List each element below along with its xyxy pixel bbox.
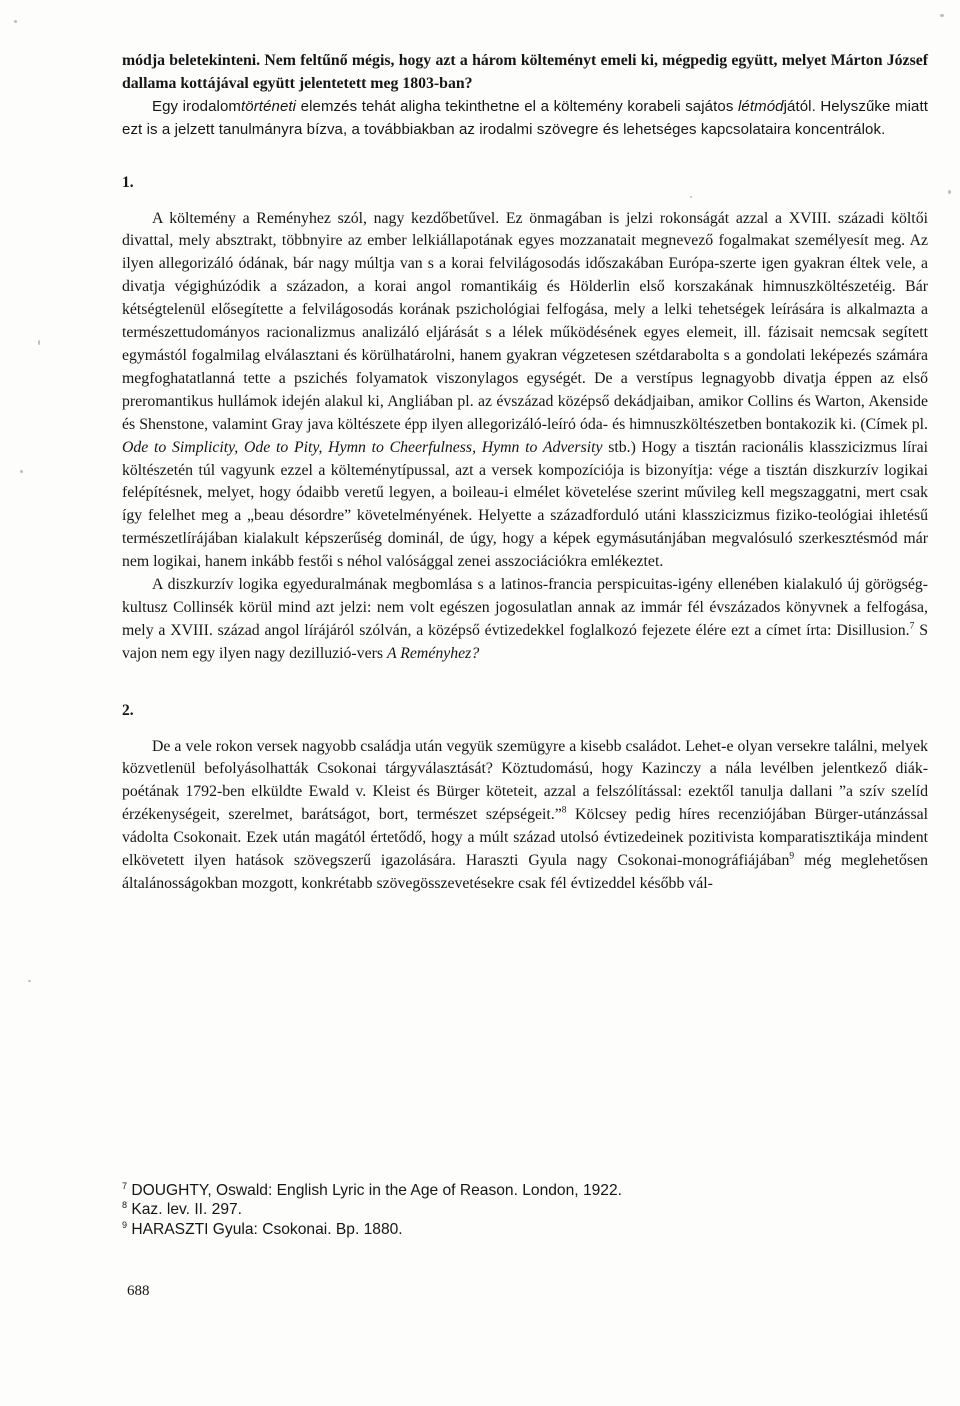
scan-speck bbox=[948, 190, 951, 194]
s2-p1-part-c: még meglehetősen általánosságokban mozgott, konkrétabb szövegösszevetésekre csak fél évtizeddel később vál- bbox=[122, 852, 929, 892]
footnote-ref-9: 9 bbox=[789, 851, 795, 862]
s2-p1-part-b: Kölcsey pedig híres recenziójában Bürger-utánzással vádolta Csokonait. Ezek után magától értetődő, hogy a múlt század utolsó évtizedeinek pozitivista komparatisztikája mindent elkövetett ilyen hatások szövegszerű igazolására. Haraszti Gyula nagy Csokonai-monográfiájában bbox=[122, 806, 928, 870]
scan-speck bbox=[20, 470, 23, 473]
s1-p2-main: A diszkurzív logika egyeduralmának megbomlása s a latinos-francia perspicuitas-igény ellenében kialakuló új görögség-kultusz Collinsék körül mind azt jelzi: nem volt egészen jogosulatlan annak az immár fél évszázados könyvnek a felfogása, mely a XVIII. század angol lírájáról szólván, a középső évtizedekkel foglalkozó fejezete élére ezt a címet írta: Disillusion. bbox=[122, 576, 928, 639]
s1-p1-end: stb.) Hogy a tisztán racionális klasszicizmus lírai költészetén túl vagyunk ezzel a költeménytípussal, azt a versek kompozíciója is bizonyítja: vége a tisztán diszkurzív logikai felépítésnek, melyet, hogy ódaibb veretű legyen, a boileau-i elmélet követelése szerint művileg kell megszaggatni, mert csak így felelhet meg a „beau désordre” követelményének. Helyette a századforduló utáni klasszicizmus fiziko-teológiai ihletésű természetlírájában kialakult képszerűség dominál, de úgy, hogy a képek egymásutánjában megvalósuló szerkesztésmód már nem logikai, hanem inkább festői s néhol valósággal zenei asszociációkra emlékeztet. bbox=[122, 438, 928, 571]
section-2-heading: 2. bbox=[122, 701, 134, 719]
footnote-number: 8 bbox=[122, 1200, 128, 1211]
section-2-paragraph-1 bbox=[122, 736, 928, 896]
body-text bbox=[122, 50, 928, 896]
scan-speck bbox=[940, 14, 944, 17]
s1-p1-main: A költemény a Reményhez szól, nagy kezdőbetűvel. Ez önmagában is jelzi rokonságát azzal a XVIII. századi költői divattal, mely absztrakt, többnyire az ember lelkiállapotának egyes mozzanatait megnevező fogalmakat személyesít meg. Az ilyen allegorizáló ódának, bár nagy múltja van s a korai felvilágosodás időszakában Európa-szerte igen gyakran éltek vele, a divatja végighúzódik a századon, a korai angol romantikáig és Hölderlin első korszakának himnuszköltészetéig. Bár kétségtelenül elősegítette a felvilágosodás korának pszichológiai felfogása, mely a lelki tehetségek leírására is alkalmazta a természettudományos racionalizmus analizáló eljárását s a lélek működésének egyes elemeit, ill. fázisait nemcsak segített egymástól fogalmilag elválasztani és körülhatárolni, hanem gyakran végzetesen szétdarabolta s a gondolati leképezés számára megfoghatatlanná tette a pszichés folyamatok viszonylagos egységét. De a verstípus legnagyobb divatja éppen az első preromantikus hullámok idején alakul ki, Angliában pl. az évszázad középső dekádjaiban, amikor Collins és Warton, Akenside és Shenstone, valamint Gray java költészete épp ilyen allegorizáló-leíró óda- és himnuszköltészetben bontakozik ki. (Címek pl. bbox=[122, 209, 928, 433]
page-number: 688 bbox=[127, 1283, 150, 1299]
intro-p2-italic-b: létmód bbox=[737, 97, 784, 115]
scan-speck bbox=[14, 20, 17, 23]
intro-p2-italic-a: történeti bbox=[241, 97, 297, 115]
intro-p2-part-a: Egy irodalom bbox=[152, 97, 241, 115]
footnote-text: HARASZTI Gyula: Csokonai. Bp. 1880. bbox=[131, 1220, 403, 1238]
intro-paragraph-2 bbox=[122, 96, 928, 142]
intro-paragraph-1: módja beletekinteni. Nem feltűnő mégis, hogy azt a három költeményt emeli ki, mégpedig együtt, melyet Márton József dallama kottájával együtt jelentetett meg 1803-ban? bbox=[122, 52, 928, 92]
section-1-paragraph-1 bbox=[122, 208, 928, 575]
s1-p2-title: A Reményhez? bbox=[386, 644, 480, 662]
section-1-heading: 1. bbox=[122, 173, 134, 191]
s1-p1-titles: Ode to Simplicity, Ode to Pity, Hymn to Cheerfulness, Hymn to Adversity bbox=[122, 438, 603, 456]
footnote-number: 9 bbox=[122, 1219, 128, 1230]
footnote-text: DOUGHTY, Oswald: English Lyric in the Age of Reason. London, 1922. bbox=[131, 1182, 622, 1199]
footnote-9 bbox=[122, 1220, 928, 1239]
footnotes bbox=[122, 1181, 928, 1239]
footnote-7 bbox=[122, 1181, 928, 1200]
s1-p2-tail: S vajon nem egy ilyen nagy dezilluzió-vers bbox=[122, 621, 928, 662]
s2-p1-part-a: De a vele rokon versek nagyobb családja után vegyük szemügyre a kisebb családot. Lehet-e olyan versekre találni, melyek közvetlenül befolyásolhatták Csokonai tárgyválasztását? Köztudomású, hogy Kazinczy a nála levélben jelentkező diák-poétának 1792-ben elküldte Ewald v. Kleist és Bürger köteteit, azzal a felszólítással: ezektől tanulja dallani ”a szív szelíd érzékenységeit, szerelmet, barátságot, bort, természet szépségeit.” bbox=[122, 737, 928, 824]
scan-speck bbox=[690, 196, 692, 198]
intro-p2-part-c: jától. Helyszűke miatt ezt is a jelzett tanulmányra bízva, a továbbiakban az irodalmi szövegre és lehetséges kapcsolataira koncentrálok. bbox=[122, 97, 928, 138]
intro-p2-part-b: elemzés tehát aligha tekinthetne el a költemény korabeli sajátos bbox=[296, 97, 738, 115]
footnote-ref-8: 8 bbox=[561, 806, 567, 817]
footnote-text: Kaz. lev. II. 297. bbox=[131, 1201, 243, 1219]
footnote-8 bbox=[122, 1200, 928, 1219]
scan-speck bbox=[38, 340, 40, 345]
footnote-number: 7 bbox=[122, 1180, 128, 1191]
section-1-paragraph-2 bbox=[122, 574, 928, 666]
footnote-ref-7: 7 bbox=[909, 621, 915, 632]
scan-speck bbox=[28, 980, 31, 982]
